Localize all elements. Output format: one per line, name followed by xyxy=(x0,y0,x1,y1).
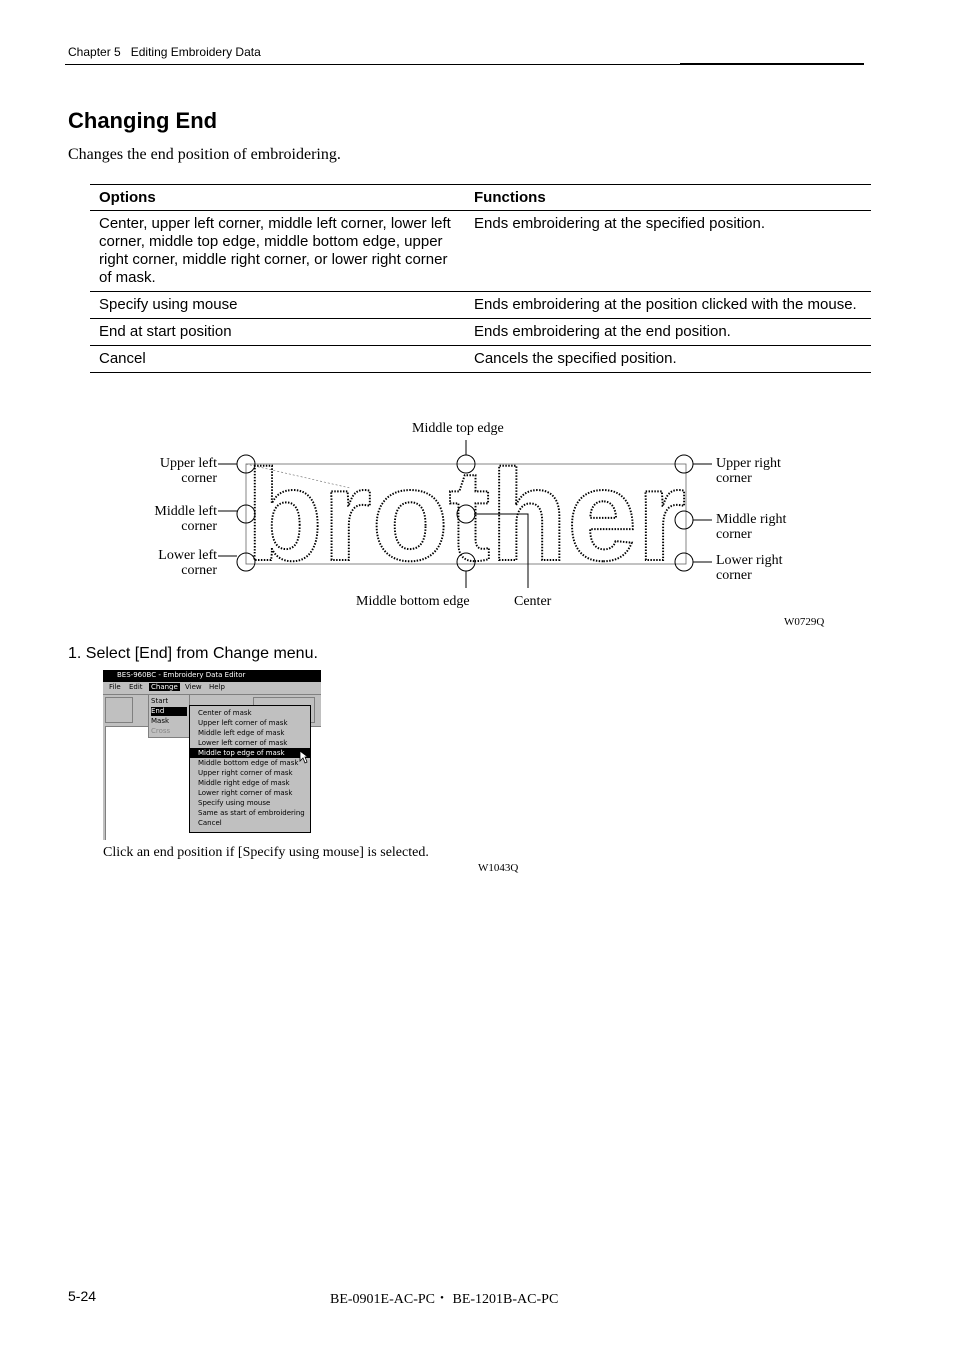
options-table xyxy=(90,184,871,373)
column-header: Functions xyxy=(465,185,871,211)
window-titlebar xyxy=(103,670,321,682)
chapter-title: Editing Embroidery Data xyxy=(130,45,261,59)
app-screenshot xyxy=(103,670,321,840)
dropdown-item[interactable]: Same as start of embroidering xyxy=(198,809,305,817)
page-title: Changing End xyxy=(68,108,218,133)
submenu-mask[interactable]: Mask xyxy=(151,717,170,725)
table-cell: End at start position xyxy=(90,319,465,346)
window-title: BES-960BC - Embroidery Data Editor xyxy=(117,671,246,679)
label-middle-top: Middle top edge xyxy=(412,421,504,436)
dropdown-item[interactable]: Upper left corner of mask xyxy=(198,719,288,727)
dropdown-item[interactable]: Middle right edge of mask xyxy=(198,779,290,787)
running-header xyxy=(68,45,261,59)
dropdown-item[interactable]: Middle bottom edge of mask xyxy=(198,759,299,767)
menu-edit[interactable]: Edit xyxy=(129,683,143,691)
mouse-cursor-icon xyxy=(299,750,309,764)
table-row xyxy=(90,346,871,373)
table-row xyxy=(90,211,871,292)
label-center: Center xyxy=(514,594,552,609)
page-number: 5-24 xyxy=(68,1288,97,1304)
table-cell: Ends embroidering at the position clicked with the mouse. xyxy=(465,292,871,319)
document-id: BE-0901E-AC-PC・ BE-1201B-AC-PC xyxy=(330,1292,559,1307)
menu-file[interactable]: File xyxy=(109,683,121,691)
label-middle-right: Middle right corner xyxy=(716,512,787,542)
dropdown-item[interactable]: Specify using mouse xyxy=(198,799,271,807)
submenu-start[interactable]: Start xyxy=(151,697,169,705)
dropdown-item-selected[interactable]: Middle top edge of mask xyxy=(190,748,310,758)
figure-caption: Click an end position if [Specify using mouse] is selected. xyxy=(103,845,429,860)
label-middle-left: Middle left corner xyxy=(154,504,217,534)
chapter-number: Chapter 5 xyxy=(68,45,121,59)
open-folder-button[interactable] xyxy=(105,697,133,723)
dropdown-item[interactable]: Lower right corner of mask xyxy=(198,789,293,797)
brother-logo: brother xyxy=(246,442,686,588)
menu-change[interactable]: Change xyxy=(151,683,178,691)
menu-help[interactable]: Help xyxy=(209,683,225,691)
table-row xyxy=(90,319,871,346)
label-middle-bottom: Middle bottom edge xyxy=(356,594,470,609)
figure-code: W0729Q xyxy=(784,616,825,628)
label-upper-left: Upper left corner xyxy=(159,456,217,486)
label-lower-left: Lower left corner xyxy=(158,548,217,578)
change-submenu xyxy=(148,694,190,738)
submenu-cross[interactable]: Cross xyxy=(151,727,171,735)
submenu-end[interactable]: End xyxy=(151,707,187,716)
column-header: Options xyxy=(90,185,465,211)
dropdown-item[interactable]: Upper right corner of mask xyxy=(198,769,293,777)
step-1: 1. Select [End] from Change menu. xyxy=(68,645,318,662)
table-header-row xyxy=(90,185,871,211)
intro-text: Changes the end position of embroidering. xyxy=(68,146,341,163)
menu-view[interactable]: View xyxy=(185,683,202,691)
table-cell: Cancel xyxy=(90,346,465,373)
dropdown-item[interactable]: Center of mask xyxy=(198,709,252,717)
dropdown-item[interactable]: Middle left edge of mask xyxy=(198,729,285,737)
table-cell: Specify using mouse xyxy=(90,292,465,319)
dropdown-item[interactable]: Cancel xyxy=(198,819,222,827)
header-rule-accent xyxy=(680,63,864,65)
table-cell: Center, upper left corner, middle left corner, lower left corner, middle top edge, middle bottom edge, upper right corner, middle right corner, or lower right corner of mask. xyxy=(90,211,465,292)
table-cell: Cancels the specified position. xyxy=(465,346,871,373)
caption-code: W1043Q xyxy=(478,862,519,874)
table-row xyxy=(90,292,871,319)
table-cell: Ends embroidering at the specified position. xyxy=(465,211,871,292)
dropdown-item[interactable]: Lower left corner of mask xyxy=(198,739,288,747)
end-dropdown xyxy=(189,705,311,833)
label-lower-right: Lower right corner xyxy=(716,553,783,583)
label-upper-right: Upper right corner xyxy=(716,456,781,486)
table-cell: Ends embroidering at the end position. xyxy=(465,319,871,346)
